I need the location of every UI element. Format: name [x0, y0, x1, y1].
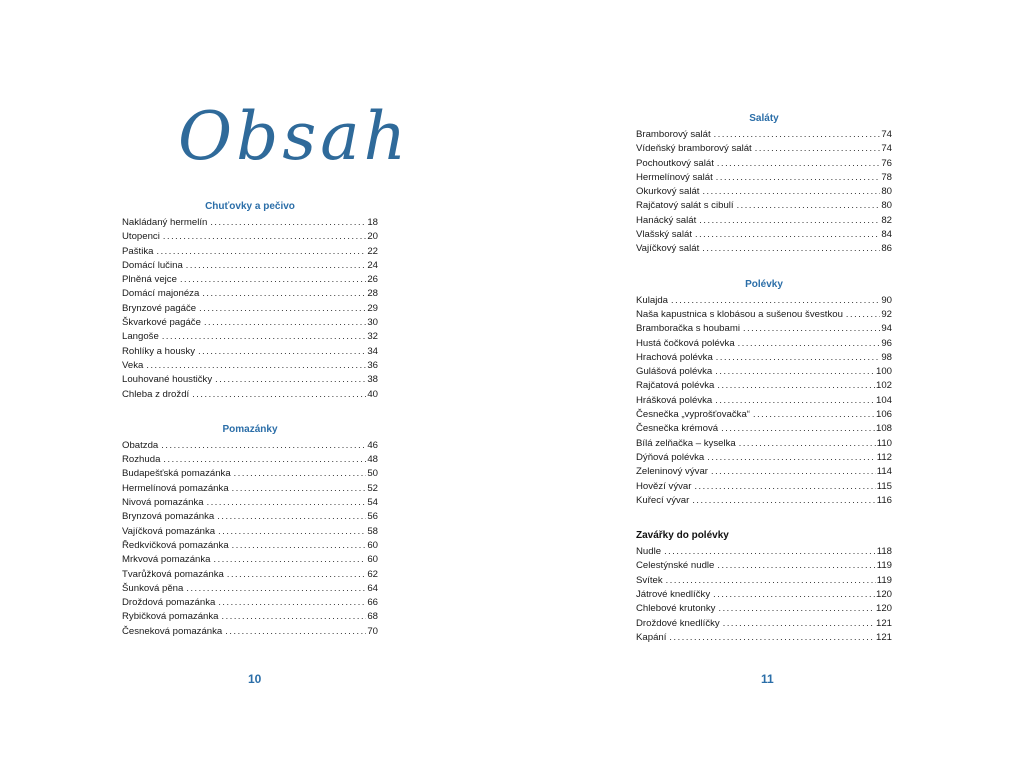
entry-title: Škvarkové pagáče: [122, 317, 201, 329]
entry-page: 38: [367, 374, 378, 386]
toc-entry: [636, 293, 892, 307]
entry-title: Hanácký salát: [636, 214, 697, 226]
toc-entry: [122, 258, 378, 272]
entry-title: Rybičková pomazánka: [122, 611, 219, 623]
right-page-number: 11: [761, 672, 774, 686]
toc-entry: [122, 466, 378, 480]
toc-entry: [122, 301, 378, 315]
dot-leader: [755, 141, 881, 155]
entry-page: 82: [881, 214, 892, 226]
entry-title: Veka: [122, 359, 144, 371]
entry-title: Nivová pomazánka: [122, 497, 204, 509]
entry-page: 116: [876, 494, 892, 506]
entry-page: 22: [367, 245, 378, 257]
entry-title: Bramborový salát: [636, 129, 711, 140]
dot-leader: [218, 595, 366, 609]
entry-title: Kulajda: [636, 294, 669, 306]
entry-page: 120: [875, 589, 892, 601]
toc-entry: [122, 358, 378, 372]
entry-title: Šunková pěna: [122, 582, 184, 594]
dot-leader: [714, 127, 881, 141]
entry-title: Hermelínová pomazánka: [122, 482, 229, 494]
dot-leader: [222, 609, 367, 623]
entry-page: 46: [367, 439, 378, 451]
toc-entry: [636, 170, 892, 184]
entry-title: Rohlíky a housky: [122, 345, 196, 357]
entry-page: 20: [367, 231, 378, 243]
entry-title: Brynzová pomazánka: [122, 511, 215, 523]
entry-title: Celestýnské nudle: [636, 560, 715, 572]
toc-entry: [122, 344, 378, 358]
entry-page: 56: [367, 511, 378, 523]
toc-section: [636, 112, 892, 256]
dot-leader: [694, 479, 875, 493]
dot-leader: [215, 372, 366, 386]
toc-entry: [636, 307, 892, 321]
entry-title: Paštika: [122, 245, 154, 257]
entry-title: Rozhuda: [122, 454, 161, 466]
dot-leader: [671, 293, 880, 307]
toc-entry: [636, 213, 892, 227]
dot-leader: [156, 244, 366, 258]
dot-leader: [186, 581, 366, 595]
entry-title: Droždové knedlíčky: [636, 617, 720, 629]
toc-entry: [122, 272, 378, 286]
dot-leader: [716, 170, 881, 184]
entry-title: Zeleninový vývar: [636, 466, 708, 478]
dot-leader: [692, 493, 875, 507]
dot-leader: [713, 587, 875, 601]
entry-page: 40: [367, 388, 378, 400]
entry-page: 64: [367, 582, 378, 594]
dot-leader: [207, 495, 367, 509]
toc-entry: [122, 624, 378, 638]
toc-entry: [636, 364, 892, 378]
right-contents-column: [636, 112, 892, 666]
dot-leader: [199, 301, 366, 315]
entry-title: Kapání: [636, 631, 667, 643]
entry-page: 114: [876, 466, 892, 478]
entry-title: Brynzové pagáče: [122, 302, 197, 314]
toc-entry: [122, 567, 378, 581]
toc-entry: [122, 552, 378, 566]
entry-page: 92: [881, 308, 892, 320]
entry-title: Rajčatová polévka: [636, 380, 715, 392]
toc-entry: [636, 127, 892, 141]
toc-entry: [122, 609, 378, 623]
toc-entry: [122, 372, 378, 386]
section-title: Pomazánky: [222, 423, 278, 435]
dot-leader: [721, 421, 875, 435]
entry-page: 54: [367, 497, 378, 509]
toc-entry: [122, 581, 378, 595]
dot-leader: [146, 358, 366, 372]
entry-title: Tvarůžková pomazánka: [122, 568, 224, 580]
entry-title: Hermelínový salát: [636, 171, 713, 183]
contents-title: Obsah: [178, 98, 411, 175]
toc-section: [122, 423, 378, 638]
toc-entry: [122, 481, 378, 495]
entry-page: 102: [875, 380, 892, 392]
dot-leader: [227, 567, 366, 581]
entry-page: 98: [881, 351, 892, 363]
dot-leader: [753, 407, 875, 421]
toc-entry: [122, 244, 378, 258]
entry-title: Bílá zelňačka – kyselka: [636, 437, 736, 449]
dot-leader: [162, 329, 367, 343]
entry-page: 104: [875, 394, 892, 406]
dot-leader: [180, 272, 366, 286]
dot-leader: [702, 241, 880, 255]
entry-title: Vajíčková pomazánka: [122, 525, 216, 537]
entry-title: Mrkvová pomazánka: [122, 554, 211, 566]
dot-leader: [846, 307, 880, 321]
entry-page: 112: [876, 451, 892, 463]
toc-entry: [636, 587, 892, 601]
entry-page: 78: [881, 171, 892, 183]
toc-entry: [636, 493, 892, 507]
entry-title: Bramboračka s houbami: [636, 323, 740, 335]
toc-entry: [122, 315, 378, 329]
entry-page: 32: [367, 331, 378, 343]
entry-title: Vlašský salát: [636, 229, 692, 241]
dot-leader: [715, 393, 875, 407]
dot-leader: [232, 538, 367, 552]
entry-page: 110: [876, 437, 892, 449]
entry-title: Naša kapustnica s klobásou a sušenou švestkou: [636, 308, 843, 320]
entry-title: Louhované houstičky: [122, 374, 213, 386]
entry-page: 118: [876, 546, 892, 558]
entry-page: 62: [367, 568, 378, 580]
dot-leader: [739, 436, 876, 450]
toc-entry: [636, 450, 892, 464]
entry-title: Domácí majonéza: [122, 288, 200, 300]
dot-leader: [717, 378, 875, 392]
toc-entry: [636, 616, 892, 630]
toc-entry: [636, 558, 892, 572]
entry-title: Vídeňský bramborový salát: [636, 143, 752, 155]
entry-page: 121: [875, 631, 892, 643]
entry-title: Budapešťská pomazánka: [122, 468, 231, 480]
toc-entry: [636, 544, 892, 558]
entry-title: Obatzda: [122, 439, 159, 451]
dot-leader: [737, 198, 881, 212]
entry-title: Dýňová polévka: [636, 451, 705, 463]
entry-title: Chlebové krutonky: [636, 603, 716, 615]
entry-title: Okurkový salát: [636, 186, 700, 198]
dot-leader: [186, 258, 367, 272]
entry-page: 80: [881, 186, 892, 198]
entry-title: Játrové knedlíčky: [636, 589, 711, 601]
entry-page: 52: [367, 482, 378, 494]
entry-page: 29: [367, 302, 378, 314]
toc-entry: [122, 538, 378, 552]
toc-entry: [122, 595, 378, 609]
entry-title: Hovězí vývar: [636, 480, 692, 492]
dot-leader: [163, 229, 366, 243]
dot-leader: [699, 213, 880, 227]
toc-entry: [122, 387, 378, 401]
toc-entry: [636, 573, 892, 587]
entry-page: 120: [875, 603, 892, 615]
dot-leader: [217, 509, 366, 523]
dot-leader: [163, 452, 366, 466]
toc-entry: [122, 329, 378, 343]
toc-entry: [636, 479, 892, 493]
section-title: Chuťovky a pečivo: [205, 201, 295, 212]
toc-entry: [122, 495, 378, 509]
entry-page: 96: [881, 337, 892, 349]
dot-leader: [664, 544, 876, 558]
entry-page: 66: [367, 597, 378, 609]
dot-leader: [204, 315, 366, 329]
dot-leader: [718, 601, 875, 615]
section-title: Zavářky do polévky: [636, 530, 729, 542]
toc-entry: [636, 141, 892, 155]
entry-page: 74: [881, 129, 892, 140]
dot-leader: [702, 184, 880, 198]
entry-page: 68: [367, 611, 378, 623]
entry-title: Rajčatový salát s cibulí: [636, 200, 734, 212]
section-title: Saláty: [749, 113, 779, 124]
entry-title: Langoše: [122, 331, 159, 343]
entry-title: Utopenci: [122, 231, 160, 243]
toc-entry: [636, 198, 892, 212]
dot-leader: [717, 558, 875, 572]
entry-page: 26: [367, 274, 378, 286]
toc-entry: [122, 524, 378, 538]
dot-leader: [711, 464, 876, 478]
dot-leader: [717, 156, 880, 170]
dot-leader: [218, 524, 366, 538]
entry-page: 100: [875, 366, 892, 378]
entry-title: Gulášová polévka: [636, 366, 713, 378]
entry-page: 48: [367, 454, 378, 466]
toc-entry: [636, 227, 892, 241]
section-title: Polévky: [745, 278, 783, 290]
entry-page: 60: [367, 554, 378, 566]
toc-entry: [122, 215, 378, 229]
toc-entry: [636, 421, 892, 435]
dot-leader: [666, 573, 876, 587]
dot-leader: [161, 438, 366, 452]
entry-page: 74: [881, 143, 892, 155]
dot-leader: [715, 364, 875, 378]
entry-page: 58: [367, 525, 378, 537]
entry-title: Plněná vejce: [122, 274, 177, 286]
entry-page: 76: [881, 157, 892, 169]
left-page-number: 10: [248, 672, 262, 686]
toc-entry: [122, 286, 378, 300]
dot-leader: [192, 387, 366, 401]
entry-title: Svítek: [636, 574, 663, 586]
toc-entry: [636, 241, 892, 255]
entry-title: Kuřecí vývar: [636, 494, 690, 506]
entry-page: 28: [367, 288, 378, 300]
toc-entry: [636, 436, 892, 450]
entry-page: 90: [881, 294, 892, 306]
left-contents-column: [122, 200, 378, 660]
toc-entry: [636, 336, 892, 350]
toc-entry: [636, 184, 892, 198]
dot-leader: [743, 321, 880, 335]
toc-entry: [636, 630, 892, 644]
toc-section: [636, 529, 892, 644]
dot-leader: [210, 215, 366, 229]
toc-entry: [122, 438, 378, 452]
entry-page: 106: [875, 409, 892, 421]
toc-entry: [636, 601, 892, 615]
entry-title: Hustá čočková polévka: [636, 337, 735, 349]
entry-title: Nudle: [636, 546, 662, 558]
dot-leader: [723, 616, 875, 630]
toc-entry: [636, 321, 892, 335]
entry-page: 50: [367, 468, 378, 480]
entry-page: 119: [876, 560, 892, 572]
entry-title: Česnečka krémová: [636, 423, 719, 435]
dot-leader: [738, 336, 881, 350]
entry-title: Droždová pomazánka: [122, 597, 216, 609]
entry-title: Ředkvičková pomazánka: [122, 539, 229, 551]
toc-entry: [636, 156, 892, 170]
entry-title: Vajíčkový salát: [636, 243, 700, 255]
entry-title: Česneková pomazánka: [122, 625, 223, 637]
entry-title: Hrášková polévka: [636, 394, 713, 406]
dot-leader: [669, 630, 875, 644]
toc-entry: [636, 350, 892, 364]
entry-page: 80: [881, 200, 892, 212]
entry-page: 94: [881, 323, 892, 335]
entry-title: Domácí lučina: [122, 259, 183, 271]
entry-title: Chleba z droždí: [122, 388, 190, 400]
entry-page: 121: [875, 617, 892, 629]
entry-title: Česnečka „vyprošťovačka“: [636, 409, 750, 421]
dot-leader: [695, 227, 880, 241]
entry-page: 70: [367, 625, 378, 637]
dot-leader: [214, 552, 367, 566]
entry-page: 115: [876, 480, 892, 492]
entry-page: 18: [367, 217, 378, 228]
entry-page: 36: [367, 359, 378, 371]
dot-leader: [198, 344, 366, 358]
toc-entry: [122, 509, 378, 523]
dot-leader: [234, 466, 367, 480]
toc-entry: [122, 229, 378, 243]
dot-leader: [232, 481, 367, 495]
entry-title: Pochoutkový salát: [636, 157, 714, 169]
entry-page: 108: [875, 423, 892, 435]
entry-title: Nakládaný hermelín: [122, 217, 208, 228]
dot-leader: [202, 286, 366, 300]
entry-page: 34: [367, 345, 378, 357]
entry-page: 86: [881, 243, 892, 255]
toc-entry: [636, 378, 892, 392]
dot-leader: [707, 450, 875, 464]
toc-section: [122, 200, 378, 401]
dot-leader: [716, 350, 881, 364]
entry-page: 24: [367, 259, 378, 271]
dot-leader: [225, 624, 366, 638]
toc-entry: [636, 393, 892, 407]
toc-section: [636, 278, 892, 507]
entry-title: Hrachová polévka: [636, 351, 713, 363]
entry-page: 119: [876, 574, 892, 586]
toc-entry: [636, 407, 892, 421]
entry-page: 30: [367, 317, 378, 329]
entry-page: 84: [881, 229, 892, 241]
entry-page: 60: [367, 539, 378, 551]
toc-entry: [636, 464, 892, 478]
toc-entry: [122, 452, 378, 466]
